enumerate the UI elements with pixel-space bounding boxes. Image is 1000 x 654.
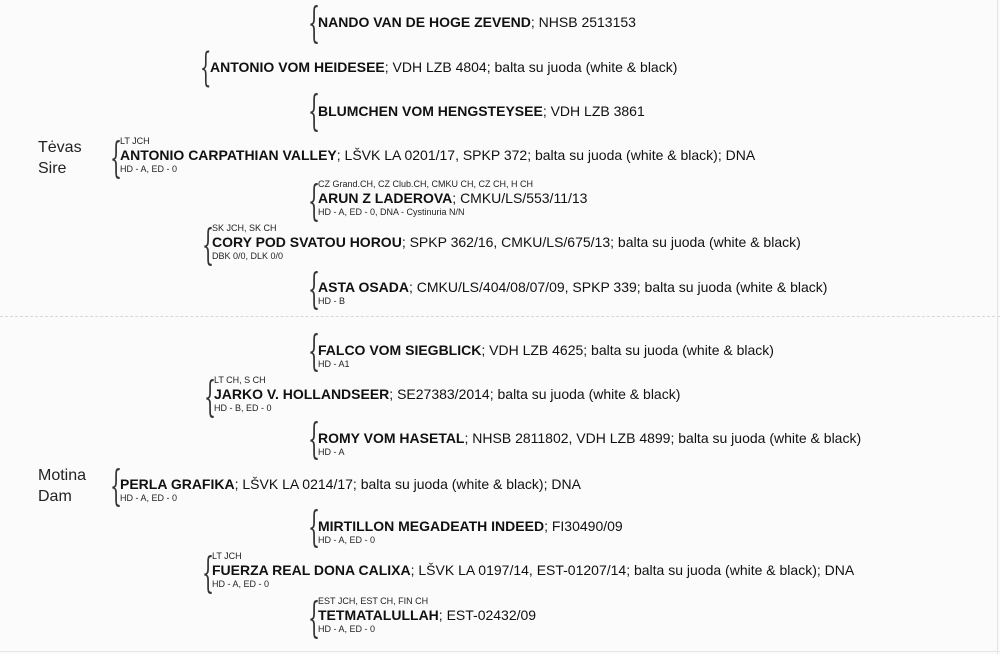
page-edge-right — [997, 0, 998, 654]
dog-titles: LT JCH — [212, 551, 242, 561]
brace-icon: { — [308, 176, 321, 225]
dog-details: ; FI30490/09 — [544, 518, 623, 534]
pedigree-entry-sire-gg3 — [308, 176, 588, 225]
pedigree-entry-dam-gg3 — [308, 502, 623, 551]
dog-name: BLUMCHEN VOM HENGSTEYSEE — [318, 103, 543, 119]
pedigree-entry-sire-g2 — [202, 220, 801, 269]
pedigree-entry-sire — [110, 133, 756, 182]
brace-icon: { — [110, 461, 123, 510]
dog-titles: CZ Grand.CH, CZ Club.CH, CMKU CH, CZ CH, H CH — [318, 179, 534, 189]
pedigree-entry-sire-g1 — [200, 45, 678, 91]
sire-label-en: Sire — [38, 160, 67, 177]
pedigree-entry-sire-gg2 — [308, 86, 645, 135]
brace-icon: { — [308, 264, 321, 313]
pedigree-entry-sire-gg1 — [308, 0, 636, 47]
pedigree-entry-dam-gg4 — [308, 593, 537, 642]
brace-icon: { — [308, 86, 321, 135]
dog-name: FALCO VOM SIEGBLICK — [318, 342, 482, 358]
brace-icon: { — [202, 548, 215, 597]
dog-name: ROMY VOM HASETAL — [318, 430, 465, 446]
dog-details: ; VDH LZB 3861 — [542, 103, 645, 119]
dog-name: CORY POD SVATOU HOROU — [212, 234, 402, 250]
dog-health: HD - A, ED - 0 — [318, 624, 376, 634]
sire-label — [38, 137, 82, 179]
brace-icon: { — [308, 0, 321, 47]
dog-details: ; VDH LZB 4804; balta su juoda (white & black) — [384, 59, 678, 75]
dog-details: ; NHSB 2513153 — [530, 14, 636, 30]
dog-name: ANTONIO VOM HEIDESEE — [210, 59, 385, 75]
brace-icon: { — [200, 45, 212, 91]
brace-icon: { — [204, 372, 217, 421]
dog-name: NANDO VAN DE HOGE ZEVEND — [318, 14, 531, 30]
brace-icon: { — [202, 220, 215, 269]
dog-health: HD - A, ED - 0, DNA - Cystinuria N/N — [318, 207, 465, 217]
dam-label-lt: Motina — [38, 467, 87, 484]
dog-details: ; LŠVK LA 0201/17, SPKP 372; balta su juoda (white & black); DNA — [336, 147, 756, 163]
dam-label-en: Dam — [38, 488, 72, 505]
sire-label-lt: Tėvas — [38, 139, 82, 156]
dog-details: ; EST-02432/09 — [438, 607, 537, 623]
pedigree-entry-dam-g1 — [204, 372, 681, 421]
dog-name: ARUN Z LADEROVA — [318, 190, 453, 206]
dog-details: ; SPKP 362/16, CMKU/LS/675/13; balta su juoda (white & black) — [401, 234, 801, 250]
dog-health: HD - B, ED - 0 — [214, 403, 272, 413]
dog-details: ; SE27383/2014; balta su juoda (white & black) — [389, 386, 681, 402]
dog-details: ; LŠVK LA 0214/17; balta su juoda (white & black); DNA — [234, 476, 581, 492]
dog-details: ; NHSB 2811802, VDH LZB 4899; balta su juoda (white & black) — [464, 430, 862, 446]
dog-health: HD - A, ED - 0 — [120, 493, 178, 503]
dog-health: HD - A, ED - 0 — [120, 164, 178, 174]
dog-titles: LT CH, S CH — [214, 375, 266, 385]
brace-icon: { — [308, 414, 321, 463]
dog-details: ; CMKU/LS/553/11/13 — [452, 190, 588, 206]
dog-name: TETMATALULLAH — [318, 607, 439, 623]
dog-health: HD - B — [318, 296, 345, 306]
dog-titles: EST JCH, EST CH, FIN CH — [318, 596, 429, 606]
brace-icon: { — [308, 593, 321, 642]
brace-icon: { — [308, 502, 321, 551]
dam-label — [38, 465, 86, 507]
dog-name: ANTONIO CARPATHIAN VALLEY — [120, 147, 337, 163]
dog-name: FUERZA REAL DONA CALIXA — [212, 562, 411, 578]
dog-name: ASTA OSADA — [318, 279, 409, 295]
dog-health: DBK 0/0, DLK 0/0 — [212, 251, 284, 261]
brace-icon: { — [308, 326, 321, 375]
dog-name: MIRTILLON MEGADEATH INDEED — [318, 518, 545, 534]
dog-health: HD - A, ED - 0 — [318, 535, 376, 545]
section-divider — [0, 316, 1000, 317]
pedigree-entry-dam-gg1 — [308, 326, 774, 375]
pedigree-entry-dam-gg2 — [308, 414, 862, 463]
brace-icon: { — [110, 133, 123, 182]
dog-health: HD - A, ED - 0 — [212, 579, 270, 589]
dog-name: PERLA GRAFIKA — [120, 476, 235, 492]
dog-details: ; LŠVK LA 0197/14, EST-01207/14; balta su juoda (white & black); DNA — [410, 562, 855, 578]
dog-titles: LT JCH — [120, 136, 150, 146]
dog-health: HD - A1 — [318, 359, 350, 369]
dog-details: ; VDH LZB 4625; balta su juoda (white & black) — [481, 342, 774, 358]
dog-health: HD - A — [318, 447, 345, 457]
dog-name: JARKO V. HOLLANDSEER — [214, 386, 390, 402]
pedigree-entry-sire-gg4 — [308, 264, 828, 313]
pedigree-entry-dam-g2 — [202, 548, 855, 597]
page-edge-bottom — [0, 651, 1000, 652]
dog-titles: SK JCH, SK CH — [212, 223, 277, 233]
pedigree-entry-dam — [110, 461, 581, 510]
dog-details: ; CMKU/LS/404/08/07/09, SPKP 339; balta su juoda (white & black) — [409, 279, 828, 295]
